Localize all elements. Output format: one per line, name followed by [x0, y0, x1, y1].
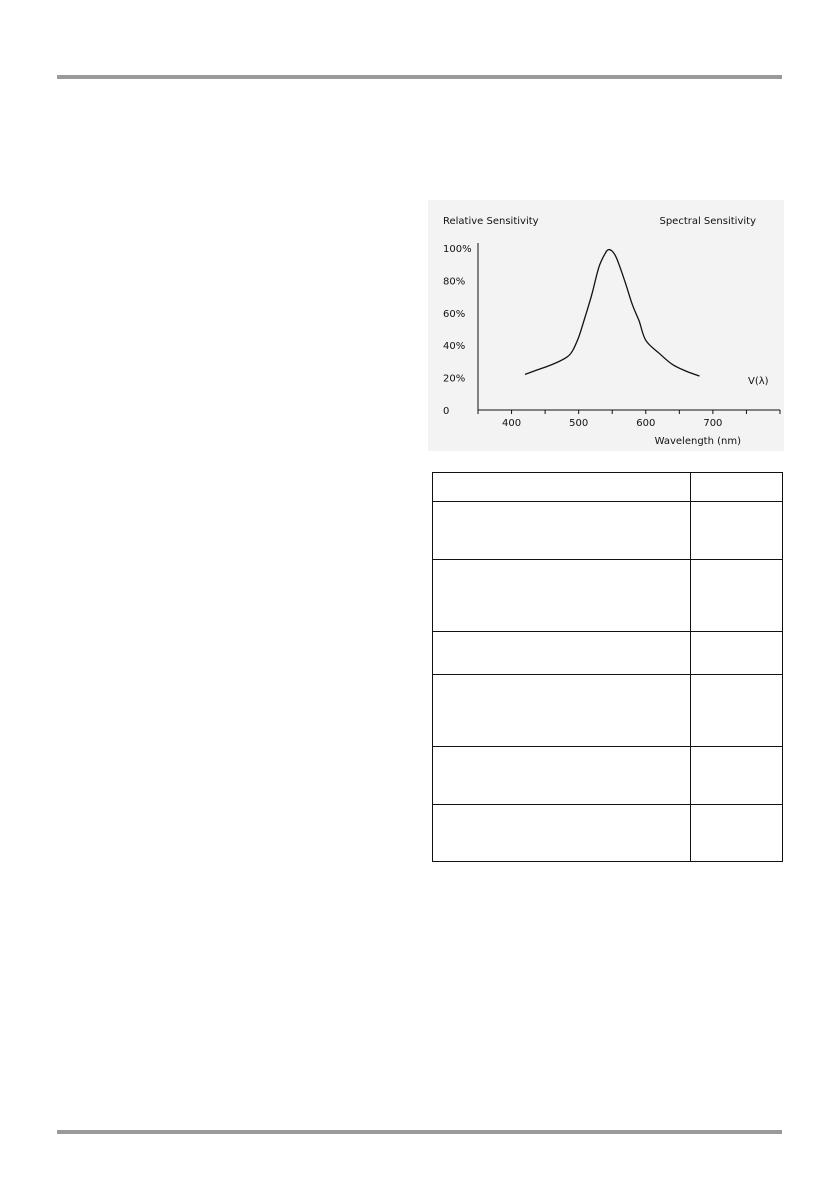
header-rule [57, 75, 782, 79]
table-row [433, 473, 783, 502]
table-cell [433, 632, 691, 675]
footer-rule [57, 1130, 782, 1134]
table-cell [433, 675, 691, 747]
table-cell [691, 805, 783, 862]
table-cell [433, 560, 691, 632]
chart-title-left: Relative Sensitivity [443, 216, 539, 227]
table-cell [691, 560, 783, 632]
y-tick-label: 0 [443, 406, 450, 417]
chart-title-right: Spectral Sensitivity [659, 216, 756, 227]
y-tick-label: 20% [443, 373, 466, 385]
y-tick-label: 100% [443, 244, 472, 255]
table-row [433, 747, 783, 805]
y-tick-label: 80% [443, 276, 466, 288]
table-row [433, 675, 783, 747]
y-ticks-group [443, 244, 472, 417]
table-cell [433, 805, 691, 862]
x-ticks-group [478, 410, 780, 429]
table-cell [691, 675, 783, 747]
table-cell [433, 502, 691, 560]
spectral-sensitivity-chart [428, 200, 784, 451]
x-tick-label: 500 [569, 418, 589, 429]
x-tick-label: 600 [636, 418, 656, 429]
y-tick-label: 60% [443, 308, 466, 320]
table-row [433, 805, 783, 862]
table-row [433, 502, 783, 560]
table-cell [691, 747, 783, 805]
spec-table [432, 472, 783, 862]
table-cell [691, 632, 783, 675]
x-tick-label: 400 [502, 418, 522, 429]
x-axis-label: Wavelength (nm) [654, 436, 741, 447]
y-tick-label: 40% [443, 341, 466, 353]
table-cell [433, 747, 691, 805]
x-tick-label: 700 [703, 418, 723, 429]
table-cell [691, 473, 783, 502]
table-row [433, 632, 783, 675]
table-cell [433, 473, 691, 502]
series-label: V(λ) [748, 376, 769, 387]
chart-svg [428, 200, 784, 451]
series-line-v-lambda [525, 250, 700, 376]
table-row [433, 560, 783, 632]
table-cell [691, 502, 783, 560]
